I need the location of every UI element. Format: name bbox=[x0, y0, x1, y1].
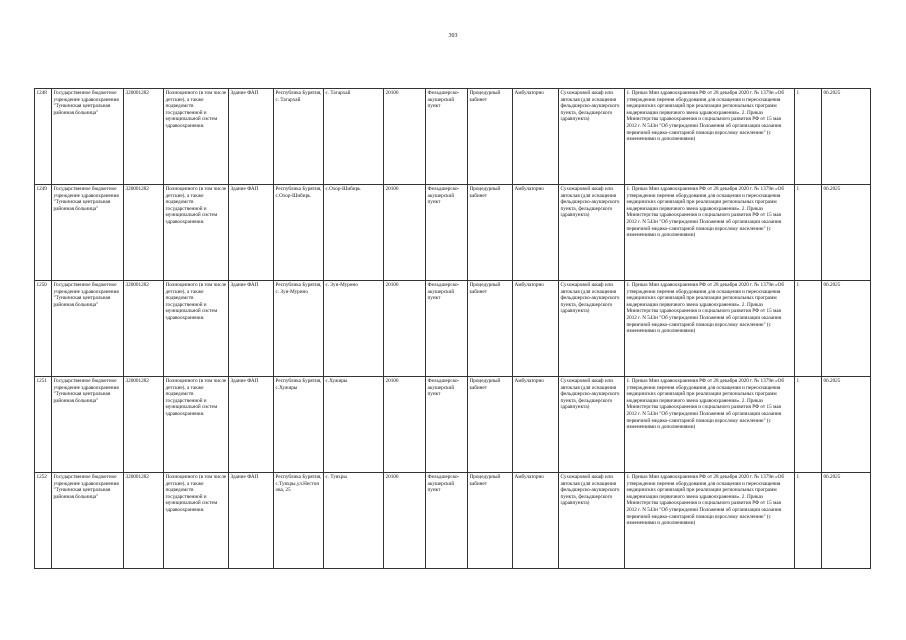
service-mode: Амбулаторно bbox=[513, 377, 559, 473]
unit-type: Фельдшерско-акушерский пункт bbox=[426, 89, 468, 185]
locality-name: с.Охор-Шибирь bbox=[324, 185, 384, 281]
quantity: 1 bbox=[795, 185, 822, 281]
row-number: 1249 bbox=[35, 185, 52, 281]
legal-basis: 1. Приказ Мин здравоохранения РФ от 28 декабря 2020 г. № 1379н «Об утверждении перечня оборудования для оснащения и переоснащения медицинских организаций при реализации региональных программ модернизации первичного звена здравоохранения». 2. Приказ Министерства здравоохранения и социального развития РФ от 15 мая 2012 г. N 543н "Об утверждении Положения об организации оказания первичной медико-санитарной помощи взрослому населению" (с изменениями и дополнениями) bbox=[625, 473, 795, 569]
delivery-date: 06.2025 bbox=[822, 185, 871, 281]
room-type: Процедурный кабинет bbox=[468, 89, 513, 185]
delivery-date: 06.2025 bbox=[822, 89, 871, 185]
building-address: Республика Бурятия, с. Тагархай bbox=[274, 89, 324, 185]
quantity: 1 bbox=[795, 377, 822, 473]
organization-inn: 320001282 bbox=[124, 185, 164, 281]
purpose-text: Полноценного (в том числе детские), а также подведомств государственной и муниципальной систем здравоохранения. bbox=[164, 185, 229, 281]
service-mode: Амбулаторно bbox=[513, 473, 559, 569]
building-address: Республика Бурятия, с. Зун-Мурино bbox=[274, 281, 324, 377]
quantity: 1 bbox=[795, 473, 822, 569]
equipment-name: Сухожаровой шкаф или автоклав (для оснащения фельдшерско-акушерского пункта, фельдшерского здравпункта) bbox=[559, 185, 625, 281]
organization-inn: 320001282 bbox=[124, 377, 164, 473]
delivery-date: 06.2025 bbox=[822, 377, 871, 473]
quantity: 1 bbox=[795, 281, 822, 377]
delivery-date: 06.2025 bbox=[822, 281, 871, 377]
equipment-name: Сухожаровой шкаф или автоклав (для оснащения фельдшерско-акушерского пункта, фельдшерского здравпункта) bbox=[559, 473, 625, 569]
purpose-text: Полноценного (в том числе детские), а также подведомств государственной и муниципальной систем здравоохранения. bbox=[164, 473, 229, 569]
service-mode: Амбулаторно bbox=[513, 89, 559, 185]
organization-name: Государственное бюджетное учреждение здравоохранения "Тункинская центральная районная больница" bbox=[52, 377, 124, 473]
legal-basis: 1. Приказ Мин здравоохранения РФ от 28 декабря 2020 г. № 1379н «Об утверждении перечня оборудования для оснащения и переоснащения медицинских организаций при реализации региональных программ модернизации первичного звена здравоохранения». 2. Приказ Министерства здравоохранения и социального развития РФ от 15 мая 2012 г. N 543н "Об утверждении Положения об организации оказания первичной медико-санитарной помощи взрослому населению" (с изменениями и дополнениями) bbox=[625, 89, 795, 185]
room-type: Процедурный кабинет bbox=[468, 185, 513, 281]
table-row bbox=[35, 185, 871, 281]
organization-inn: 320001282 bbox=[124, 473, 164, 569]
table-row bbox=[35, 473, 871, 569]
delivery-date: 06.2025 bbox=[822, 473, 871, 569]
service-mode: Амбулаторно bbox=[513, 281, 559, 377]
locality-code: 20106 bbox=[384, 473, 426, 569]
unit-type: Фельдшерско-акушерский пункт bbox=[426, 281, 468, 377]
purpose-text: Полноценного (в том числе детские), а также подведомств государственной и муниципальной систем здравоохранения. bbox=[164, 89, 229, 185]
equipment-name: Сухожаровой шкаф или автоклав (для оснащения фельдшерско-акушерского пункта, фельдшерского здравпункта) bbox=[559, 377, 625, 473]
legal-basis: 1. Приказ Мин здравоохранения РФ от 28 декабря 2020 г. № 1379н «Об утверждении перечня оборудования для оснащения и переоснащения медицинских организаций при реализации региональных программ модернизации первичного звена здравоохранения». 2. Приказ Министерства здравоохранения и социального развития РФ от 15 мая 2012 г. N 543н "Об утверждении Положения об организации оказания первичной медико-санитарной помощи взрослому населению" (с изменениями и дополнениями) bbox=[625, 281, 795, 377]
page-number: 303 bbox=[448, 33, 458, 39]
building-name: Здание ФАП bbox=[229, 281, 274, 377]
room-type: Процедурный кабинет bbox=[468, 473, 513, 569]
unit-type: Фельдшерско-акушерский пункт bbox=[426, 185, 468, 281]
row-number: 1250 bbox=[35, 281, 52, 377]
organization-inn: 320001282 bbox=[124, 281, 164, 377]
locality-code: 20106 bbox=[384, 281, 426, 377]
locality-code: 20106 bbox=[384, 377, 426, 473]
locality-name: с. Тагархай bbox=[324, 89, 384, 185]
legal-basis: 1. Приказ Мин здравоохранения РФ от 28 декабря 2020 г. № 1379н «Об утверждении перечня оборудования для оснащения и переоснащения медицинских организаций при реализации региональных программ модернизации первичного звена здравоохранения». 2. Приказ Министерства здравоохранения и социального развития РФ от 15 мая 2012 г. N 543н "Об утверждении Положения об организации оказания первичной медико-санитарной помощи взрослому населению" (с изменениями и дополнениями) bbox=[625, 377, 795, 473]
locality-code: 20106 bbox=[384, 185, 426, 281]
room-type: Процедурный кабинет bbox=[468, 377, 513, 473]
organization-name: Государственное бюджетное учреждение здравоохранения "Тункинская центральная районная больница" bbox=[52, 185, 124, 281]
equipment-name: Сухожаровой шкаф или автоклав (для оснащения фельдшерско-акушерского пункта, фельдшерского здравпункта) bbox=[559, 281, 625, 377]
building-name: Здание ФАП bbox=[229, 185, 274, 281]
purpose-text: Полноценного (в том числе детские), а также подведомств государственной и муниципальной систем здравоохранения. bbox=[164, 281, 229, 377]
legal-basis: 1. Приказ Мин здравоохранения РФ от 28 декабря 2020 г. № 1379н «Об утверждении перечня оборудования для оснащения и переоснащения медицинских организаций при реализации региональных программ модернизации первичного звена здравоохранения». 2. Приказ Министерства здравоохранения и социального развития РФ от 15 мая 2012 г. N 543н "Об утверждении Положения об организации оказания первичной медико-санитарной помощи взрослому населению" (с изменениями и дополнениями) bbox=[625, 185, 795, 281]
locality-name: с.Хужиры bbox=[324, 377, 384, 473]
unit-type: Фельдшерско-акушерский пункт bbox=[426, 377, 468, 473]
purpose-text: Полноценного (в том числе детские), а также подведомств государственной и муниципальной систем здравоохранения. bbox=[164, 377, 229, 473]
room-type: Процедурный кабинет bbox=[468, 281, 513, 377]
row-number: 1252 bbox=[35, 473, 52, 569]
building-name: Здание ФАП bbox=[229, 377, 274, 473]
table-row bbox=[35, 281, 871, 377]
building-address: Республика Бурятия, с.Хужиры bbox=[274, 377, 324, 473]
unit-type: Фельдшерско-акушерский пункт bbox=[426, 473, 468, 569]
locality-name: с. Зун-Мурино bbox=[324, 281, 384, 377]
table-row bbox=[35, 89, 871, 185]
service-mode: Амбулаторно bbox=[513, 185, 559, 281]
table-row bbox=[35, 377, 871, 473]
locality-code: 20106 bbox=[384, 89, 426, 185]
equipment-name: Сухожаровой шкаф или автоклав (для оснащения фельдшерско-акушерского пункта, фельдшерского здравпункта) bbox=[559, 89, 625, 185]
building-name: Здание ФАП bbox=[229, 89, 274, 185]
organization-inn: 320001282 bbox=[124, 89, 164, 185]
building-name: Здание ФАП bbox=[229, 473, 274, 569]
row-number: 1251 bbox=[35, 377, 52, 473]
organization-name: Государственное бюджетное учреждение здравоохранения "Тункинская центральная районная больница" bbox=[52, 473, 124, 569]
equipment-registry-table bbox=[34, 88, 871, 569]
organization-name: Государственное бюджетное учреждение здравоохранения "Тункинская центральная районная больница" bbox=[52, 89, 124, 185]
row-number: 1248 bbox=[35, 89, 52, 185]
locality-name: с. Туяхры bbox=[324, 473, 384, 569]
building-address: Республика Бурятия, с.Туяхры,ул.Нестонова, 25 bbox=[274, 473, 324, 569]
building-address: Республика Бурятия, с.Охор-Шибирь bbox=[274, 185, 324, 281]
quantity: 1 bbox=[795, 89, 822, 185]
organization-name: Государственное бюджетное учреждение здравоохранения "Тункинская центральная районная больница" bbox=[52, 281, 124, 377]
